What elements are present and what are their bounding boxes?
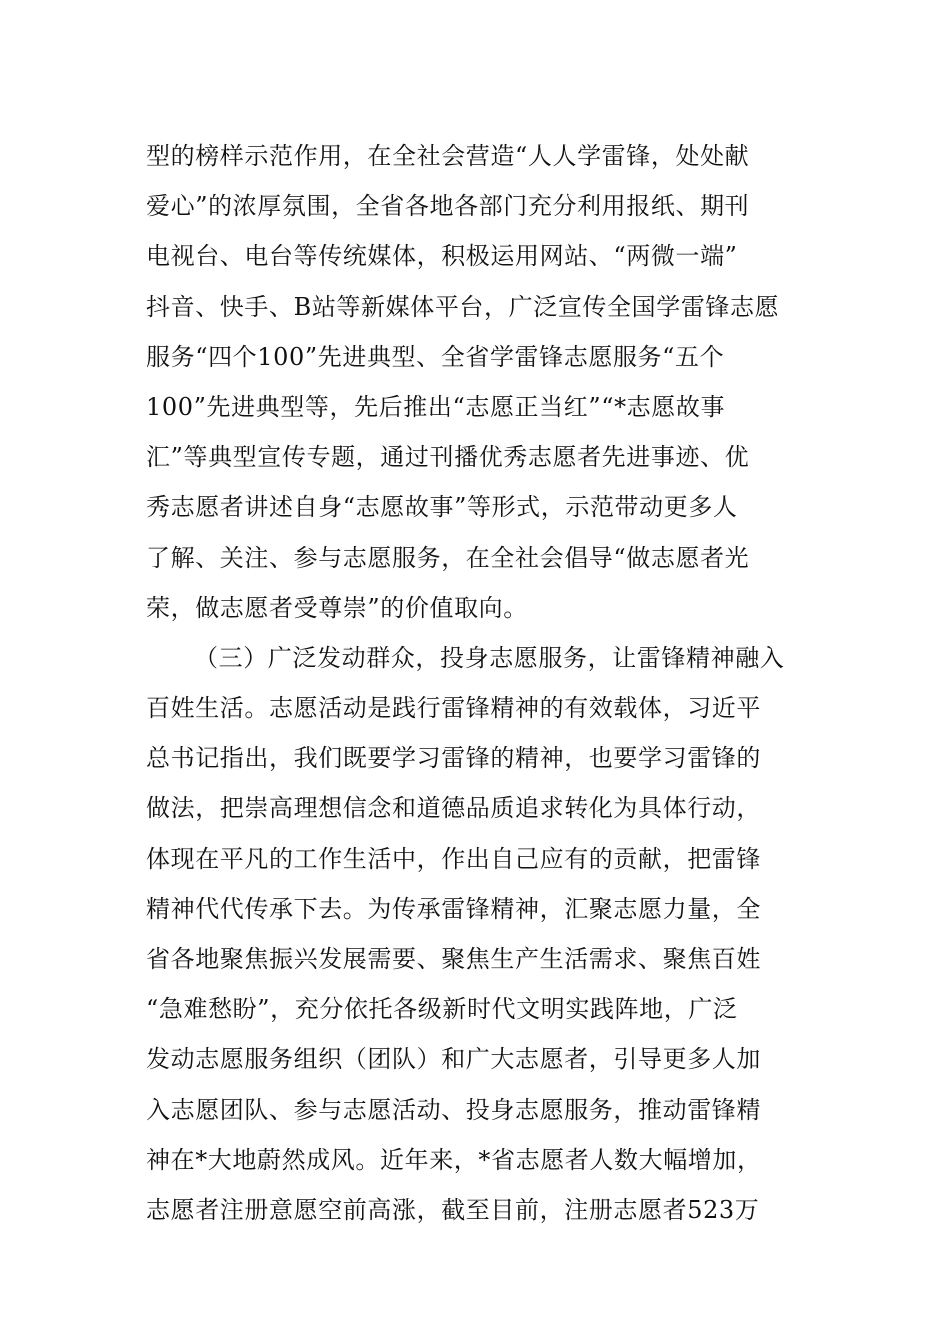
text-line: 爱心”的浓厚氛围，全省各地各部门充分利用报纸、期刊 [146,192,750,221]
text-line: 秀志愿者讲述自身“志愿故事”等形式，示范带动更多人 [146,493,738,522]
text-line: 精神代代传承下去。为传承雷锋精神，汇聚志愿力量，全 [146,894,761,923]
body-text [146,131,816,1235]
text-line: 做法，把崇高理想信念和道德品质追求转化为具体行动， [146,794,761,823]
text-line: 百姓生活。志愿活动是践行雷锋精神的有效载体，习近平 [146,694,761,723]
text-line: 体现在平凡的工作生活中，作出自己应有的贡献，把雷锋 [146,844,761,873]
text-line: “急难愁盼”，充分依托各级新时代文明实践阵地，广泛 [146,995,738,1024]
text-line: 电视台、电台等传统媒体，积极运用网站、“两微一端” [146,242,738,271]
text-line: 总书记指出，我们既要学习雷锋的精神，也要学习雷锋的 [146,744,761,773]
text-line: 了解、关注、参与志愿服务，在全社会倡导“做志愿者光 [146,543,750,572]
text-line: 省各地聚焦振兴发展需要、聚焦生产生活需求、聚焦百姓 [146,945,761,973]
text-line: 服务“四个100”先进典型、全省学雷锋志愿服务“五个 [146,342,725,371]
section-heading-line: （三）广泛发动群众，投身志愿服务，让雷锋精神融入 [194,643,785,672]
text-line: 汇”等典型宣传专题，通过刊播优秀志愿者先进事迹、优 [146,443,750,472]
text-line: 抖音、快手、B站等新媒体平台，广泛宣传全国学雷锋志愿 [146,292,780,321]
text-line: 志愿者注册意愿空前高涨，截至目前，注册志愿者523万 [146,1195,760,1224]
text-line: 入志愿团队、参与志愿活动、投身志愿服务，推动雷锋精 [146,1095,761,1124]
text-line: 神在*大地蔚然成风。近年来，*省志愿者人数大幅增加， [146,1145,762,1174]
text-line: 型的榜样示范作用，在全社会营造“人人学雷锋，处处献 [146,142,750,170]
text-line: 100”先进典型等，先后推出“志愿正当红”“*志愿故事 [146,392,726,421]
text-line: 发动志愿服务组织（团队）和广大志愿者，引导更多人加 [146,1045,761,1074]
text-line: 荣，做志愿者受尊崇”的价值取向。 [146,593,528,622]
